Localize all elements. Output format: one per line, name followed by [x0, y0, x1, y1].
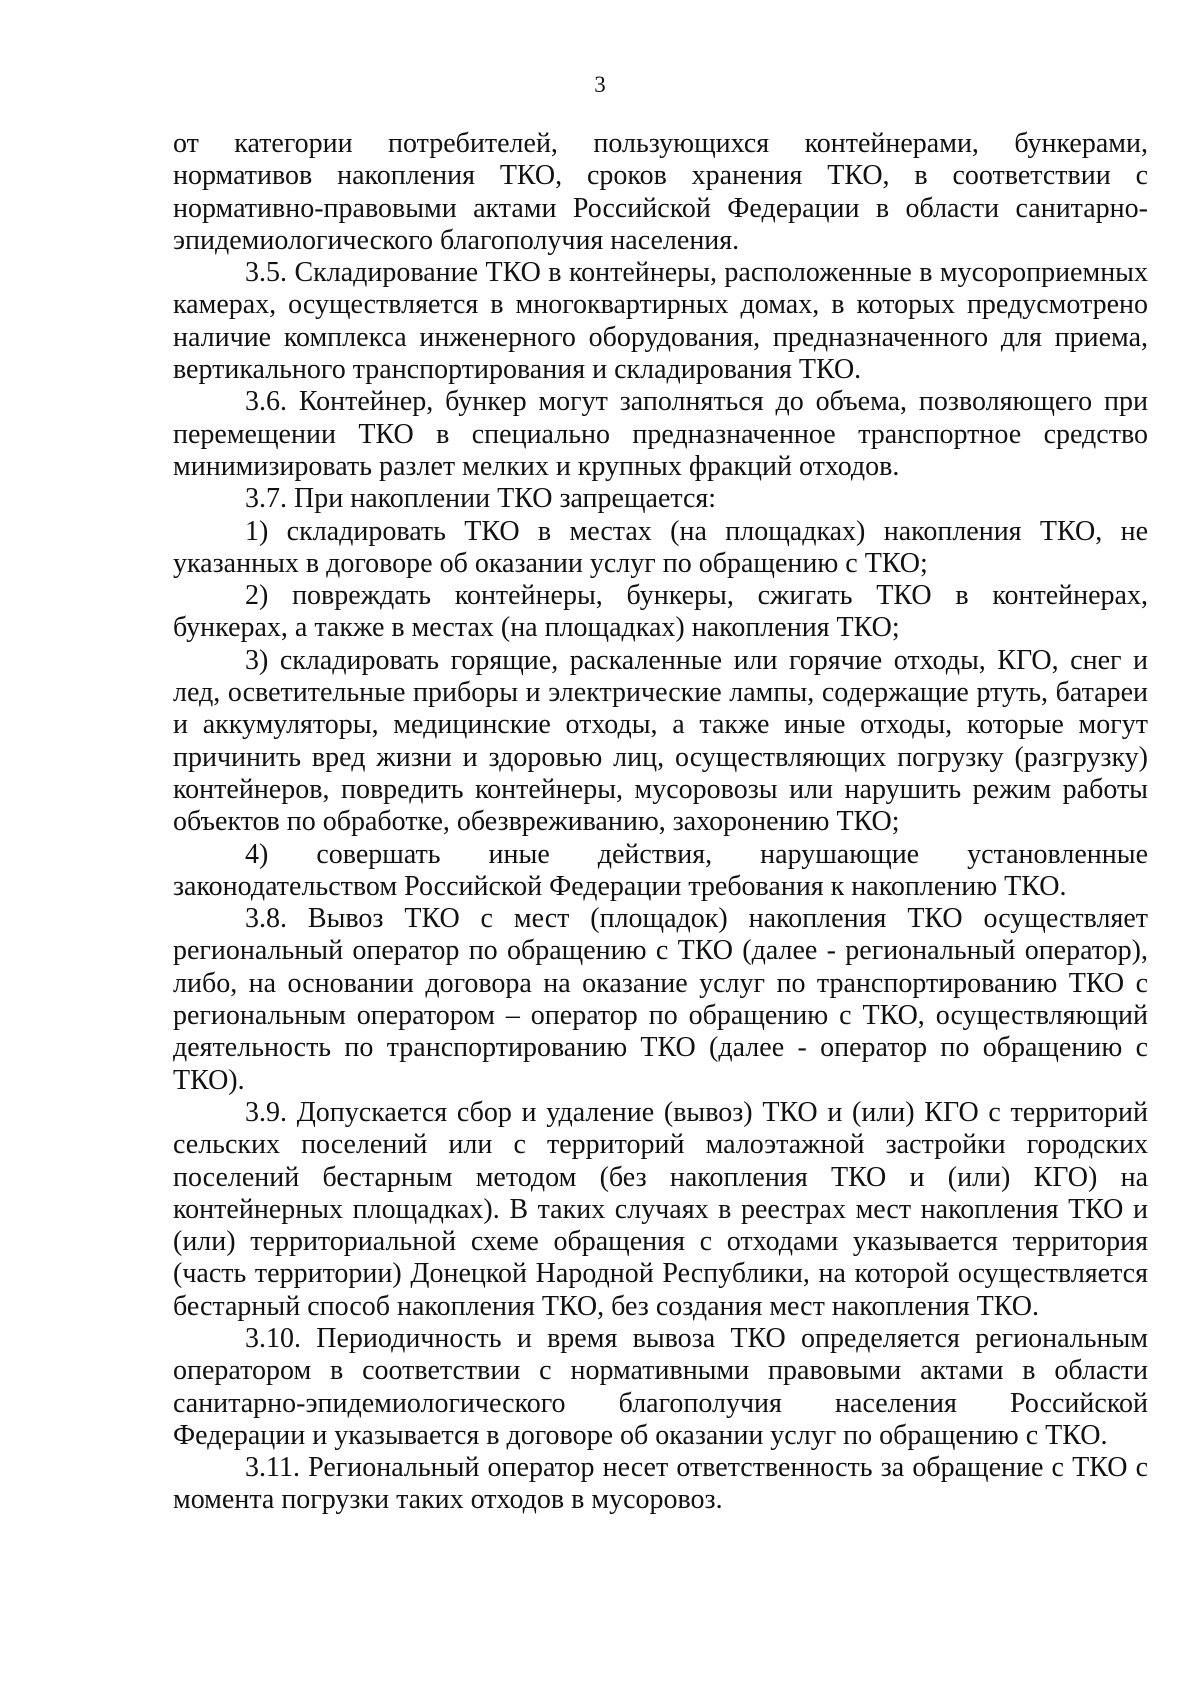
paragraph-3-5: 3.5. Складирование ТКО в контейнеры, расположенные в мусороприемных камерах, осуществляется в многоквартирных домах, в которых предусмотрено наличие комплекса инженерного оборудования, предназначенного для приема, вертикального транспортирования и складирования ТКО. — [173, 257, 1148, 386]
list-item-2: 2) повреждать контейнеры, бункеры, сжигать ТКО в контейнерах, бункерах, а также в местах (на площадках) накопления ТКО; — [173, 580, 1148, 644]
paragraph-3-6: 3.6. Контейнер, бункер могут заполняться до объема, позволяющего при перемещении ТКО в специально предназначенное транспортное средство минимизировать разлет мелких и крупных фракций отходов. — [173, 386, 1148, 482]
paragraph-continuation: от категории потребителей, пользующихся контейнерами, бункерами, нормативов накопления ТКО, сроков хранения ТКО, в соответствии с нормативно-правовыми актами Российской Федерации в области санитарно-эпидемиологического благополучия населения. — [173, 128, 1148, 256]
paragraph-3-8: 3.8. Вывоз ТКО с мест (площадок) накопления ТКО осуществляет региональный оператор по обращению с ТКО (далее - региональный оператор), либо, на основании договора на оказание услуг по транспортированию ТКО с региональным оператором – оператор по обращению с ТКО, осуществляющий деятельность по транспортированию ТКО (далее - оператор по обращению с ТКО). — [173, 903, 1148, 1096]
paragraph-3-11: 3.11. Региональный оператор несет ответственность за обращение с ТКО с момента погрузки таких отходов в мусоровоз. — [173, 1452, 1148, 1516]
list-item-4: 4) совершать иные действия, нарушающие установленные законодательством Российской Федерации требования к накоплению ТКО. — [173, 838, 1148, 902]
list-item-3: 3) складировать горящие, раскаленные или горячие отходы, КГО, снег и лед, осветительные приборы и электрические лампы, содержащие ртуть, батареи и аккумуляторы, медицинские отходы, а также иные отходы, которые могут причинить вред жизни и здоровью лиц, осуществляющих погрузку (разгрузку) контейнеров, повредить контейнеры, мусоровозы или нарушить режим работы объектов по обработке, обезвреживанию, захоронению ТКО; — [173, 644, 1148, 838]
paragraph-3-7: 3.7. При накоплении ТКО запрещается: — [245, 483, 717, 515]
list-item-1: 1) складировать ТКО в местах (на площадках) накопления ТКО, не указанных в договоре об оказании услуг по обращению с ТКО; — [173, 515, 1148, 579]
paragraph-3-9: 3.9. Допускается сбор и удаление (вывоз) ТКО и (или) КГО с территорий сельских поселений или с территорий малоэтажной застройки городских поселений бестарным методом (без накопления ТКО и (или) КГО) на контейнерных площадках). В таких случаях в реестрах мест накопления ТКО и (или) территориальной схеме обращения с отходами указывается территория (часть территории) Донецкой Народной Республики, на которой осуществляется бестарный способ накопления ТКО, без создания мест накопления ТКО. — [173, 1096, 1148, 1322]
paragraph-3-10: 3.10. Периодичность и время вывоза ТКО определяется региональным оператором в соответствии с нормативными правовыми актами в области санитарно-эпидемиологического благополучия населения Российской Федерации и указывается в договоре об оказании услуг по обращению с ТКО. — [173, 1322, 1148, 1451]
document-body — [173, 128, 1148, 1517]
page-number: 3 — [594, 72, 606, 97]
